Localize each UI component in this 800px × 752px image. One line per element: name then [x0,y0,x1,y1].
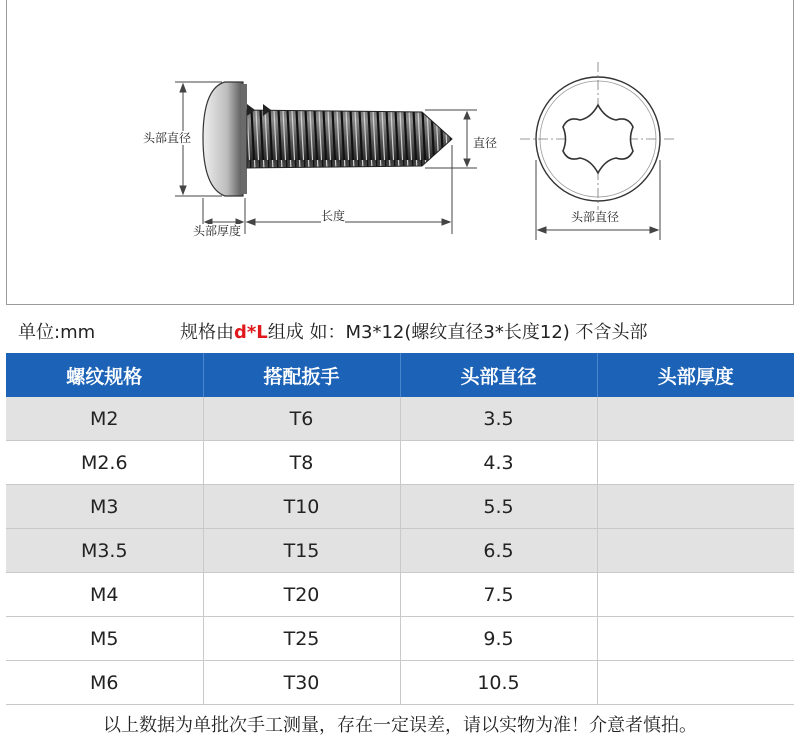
spec-table [6,353,794,705]
cell-head-thickness [597,441,794,485]
spec-highlight: d*L [234,322,268,343]
cell-thread-spec: M6 [6,661,203,705]
table-row [6,485,794,529]
head-diameter-label: 头部直径 [143,131,192,145]
cell-wrench: T10 [203,485,400,529]
header-thread-spec: 螺纹规格 [6,353,203,397]
cell-wrench: T8 [203,441,400,485]
spec-suffix: 组成 如：M3*12(螺纹直径3*长度12) 不含头部 [267,322,648,343]
screw-shaft-side [247,104,452,168]
table-row [6,573,794,617]
cell-thread-spec: M2.6 [6,441,203,485]
spec-info-row [6,305,794,353]
cell-head-diameter: 3.5 [400,397,597,441]
front-head-diameter-label: 头部直径 [571,210,620,224]
table-row [6,661,794,705]
unit-label: 单位:mm [18,322,96,343]
spec-description [180,318,648,344]
cell-thread-spec: M4 [6,573,203,617]
cell-wrench: T30 [203,661,400,705]
table-row [6,441,794,485]
cell-wrench: T20 [203,573,400,617]
cell-head-thickness [597,661,794,705]
spec-prefix: 规格由 [180,322,234,343]
cell-head-diameter: 6.5 [400,529,597,573]
cell-thread-spec: M3.5 [6,529,203,573]
spec-table-header-row [6,353,794,397]
screw-head-side [203,82,247,196]
measurement-disclaimer: 以上数据为单批次手工测量，存在一定误差，请以实物为准！介意者慎拍。 [103,715,697,736]
cell-wrench: T25 [203,617,400,661]
cell-head-thickness [597,397,794,441]
cell-head-thickness [597,573,794,617]
cell-thread-spec: M2 [6,397,203,441]
cell-head-thickness [597,617,794,661]
table-row [6,397,794,441]
cell-head-diameter: 10.5 [400,661,597,705]
diameter-label: 直径 [473,136,498,150]
table-row [6,617,794,661]
cell-head-thickness [597,485,794,529]
cell-head-diameter: 7.5 [400,573,597,617]
cell-thread-spec: M3 [6,485,203,529]
cell-head-diameter: 5.5 [400,485,597,529]
header-head-thickness: 头部厚度 [597,353,794,397]
header-wrench: 搭配扳手 [203,353,400,397]
header-head-diameter: 头部直径 [400,353,597,397]
cell-wrench: T15 [203,529,400,573]
screw-diagram-svg [7,0,793,304]
cell-head-thickness [597,529,794,573]
cell-wrench: T6 [203,397,400,441]
length-label: 长度 [321,209,346,223]
screw-technical-drawing [6,0,794,305]
table-row [6,529,794,573]
cell-thread-spec: M5 [6,617,203,661]
cell-head-diameter: 4.3 [400,441,597,485]
cell-head-diameter: 9.5 [400,617,597,661]
head-thickness-label: 头部厚度 [193,224,242,238]
